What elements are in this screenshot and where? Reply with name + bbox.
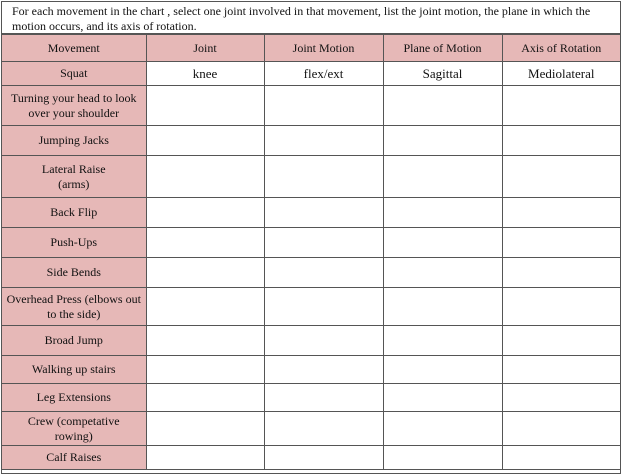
movement-cell: Jumping Jacks <box>2 126 146 156</box>
joint-motion-answer-cell[interactable] <box>264 288 383 326</box>
joint-motion-answer-cell[interactable] <box>264 228 383 258</box>
joint-motion-answer-cell[interactable] <box>264 126 383 156</box>
table-row <box>2 446 620 470</box>
joint-answer-cell[interactable] <box>146 326 264 356</box>
joint-answer-cell[interactable] <box>146 156 264 198</box>
joint-motion-answer-cell[interactable] <box>264 356 383 384</box>
joint-answer-cell[interactable] <box>146 126 264 156</box>
movement-cell: Calf Raises <box>2 446 146 470</box>
joint-motion-answer-cell[interactable] <box>264 326 383 356</box>
joint-motion-answer-cell[interactable] <box>264 156 383 198</box>
joint-motion-answer-cell[interactable] <box>264 198 383 228</box>
plane-answer-cell[interactable] <box>383 198 502 228</box>
axis-answer-cell[interactable] <box>502 412 620 446</box>
movement-cell: Squat <box>2 62 146 86</box>
joint-answer-cell[interactable] <box>146 384 264 412</box>
movement-cell: Leg Extensions <box>2 384 146 412</box>
movement-cell <box>2 412 146 446</box>
movement-cell <box>2 156 146 198</box>
axis-answer-cell[interactable] <box>502 86 620 126</box>
movement-cell: Turning your head to look over your shoulder <box>2 86 146 126</box>
header-plane-of-motion: Plane of Motion <box>383 35 502 62</box>
table-row <box>2 356 620 384</box>
axis-answer-cell[interactable] <box>502 356 620 384</box>
axis-answer-cell[interactable] <box>502 384 620 412</box>
axis-answer-cell[interactable] <box>502 326 620 356</box>
axis-answer-cell[interactable] <box>502 126 620 156</box>
plane-answer-cell[interactable] <box>383 356 502 384</box>
plane-cell: Sagittal <box>383 62 502 86</box>
plane-answer-cell[interactable] <box>383 412 502 446</box>
axis-answer-cell[interactable] <box>502 228 620 258</box>
movement-table <box>2 34 620 470</box>
axis-answer-cell[interactable] <box>502 446 620 470</box>
plane-answer-cell[interactable] <box>383 446 502 470</box>
table-row <box>2 86 620 126</box>
axis-answer-cell[interactable] <box>502 156 620 198</box>
plane-answer-cell[interactable] <box>383 86 502 126</box>
joint-motion-cell: flex/ext <box>264 62 383 86</box>
joint-motion-answer-cell[interactable] <box>264 258 383 288</box>
joint-answer-cell[interactable] <box>146 198 264 228</box>
joint-cell: knee <box>146 62 264 86</box>
plane-answer-cell[interactable] <box>383 384 502 412</box>
joint-motion-answer-cell[interactable] <box>264 86 383 126</box>
table-row <box>2 258 620 288</box>
plane-answer-cell[interactable] <box>383 288 502 326</box>
header-movement: Movement <box>2 35 146 62</box>
header-joint-motion: Joint Motion <box>264 35 383 62</box>
movement-label: Lateral Raise (arms) <box>41 161 106 191</box>
plane-answer-cell[interactable] <box>383 326 502 356</box>
joint-motion-answer-cell[interactable] <box>264 384 383 412</box>
axis-cell: Mediolateral <box>502 62 620 86</box>
instructions-text: For each movement in the chart , select one joint involved in that movement, list the joint motion, the plane in which the motion occurs, and its axis of rotation. <box>2 2 620 34</box>
table-row <box>2 126 620 156</box>
table-row <box>2 326 620 356</box>
movement-cell: Push-Ups <box>2 228 146 258</box>
joint-answer-cell[interactable] <box>146 356 264 384</box>
header-row <box>2 35 620 62</box>
plane-answer-cell[interactable] <box>383 156 502 198</box>
joint-answer-cell[interactable] <box>146 258 264 288</box>
worksheet <box>1 1 621 474</box>
table-row <box>2 288 620 326</box>
axis-answer-cell[interactable] <box>502 258 620 288</box>
table-row <box>2 156 620 198</box>
joint-answer-cell[interactable] <box>146 288 264 326</box>
header-joint: Joint <box>146 35 264 62</box>
movement-cell: Side Bends <box>2 258 146 288</box>
plane-answer-cell[interactable] <box>383 126 502 156</box>
movement-cell: Walking up stairs <box>2 356 146 384</box>
movement-cell: Back Flip <box>2 198 146 228</box>
table-row <box>2 412 620 446</box>
table-row <box>2 384 620 412</box>
joint-answer-cell[interactable] <box>146 412 264 446</box>
table-row <box>2 198 620 228</box>
movement-cell: Broad Jump <box>2 326 146 356</box>
table-row <box>2 228 620 258</box>
plane-answer-cell[interactable] <box>383 228 502 258</box>
movement-label: Crew (competative rowing) <box>27 413 120 443</box>
joint-answer-cell[interactable] <box>146 228 264 258</box>
axis-answer-cell[interactable] <box>502 198 620 228</box>
joint-answer-cell[interactable] <box>146 86 264 126</box>
axis-answer-cell[interactable] <box>502 288 620 326</box>
joint-motion-answer-cell[interactable] <box>264 412 383 446</box>
joint-motion-answer-cell[interactable] <box>264 446 383 470</box>
header-axis-of-rotation: Axis of Rotation <box>502 35 620 62</box>
table-row-example <box>2 62 620 86</box>
joint-answer-cell[interactable] <box>146 446 264 470</box>
plane-answer-cell[interactable] <box>383 258 502 288</box>
movement-cell: Overhead Press (elbows out to the side) <box>2 288 146 326</box>
